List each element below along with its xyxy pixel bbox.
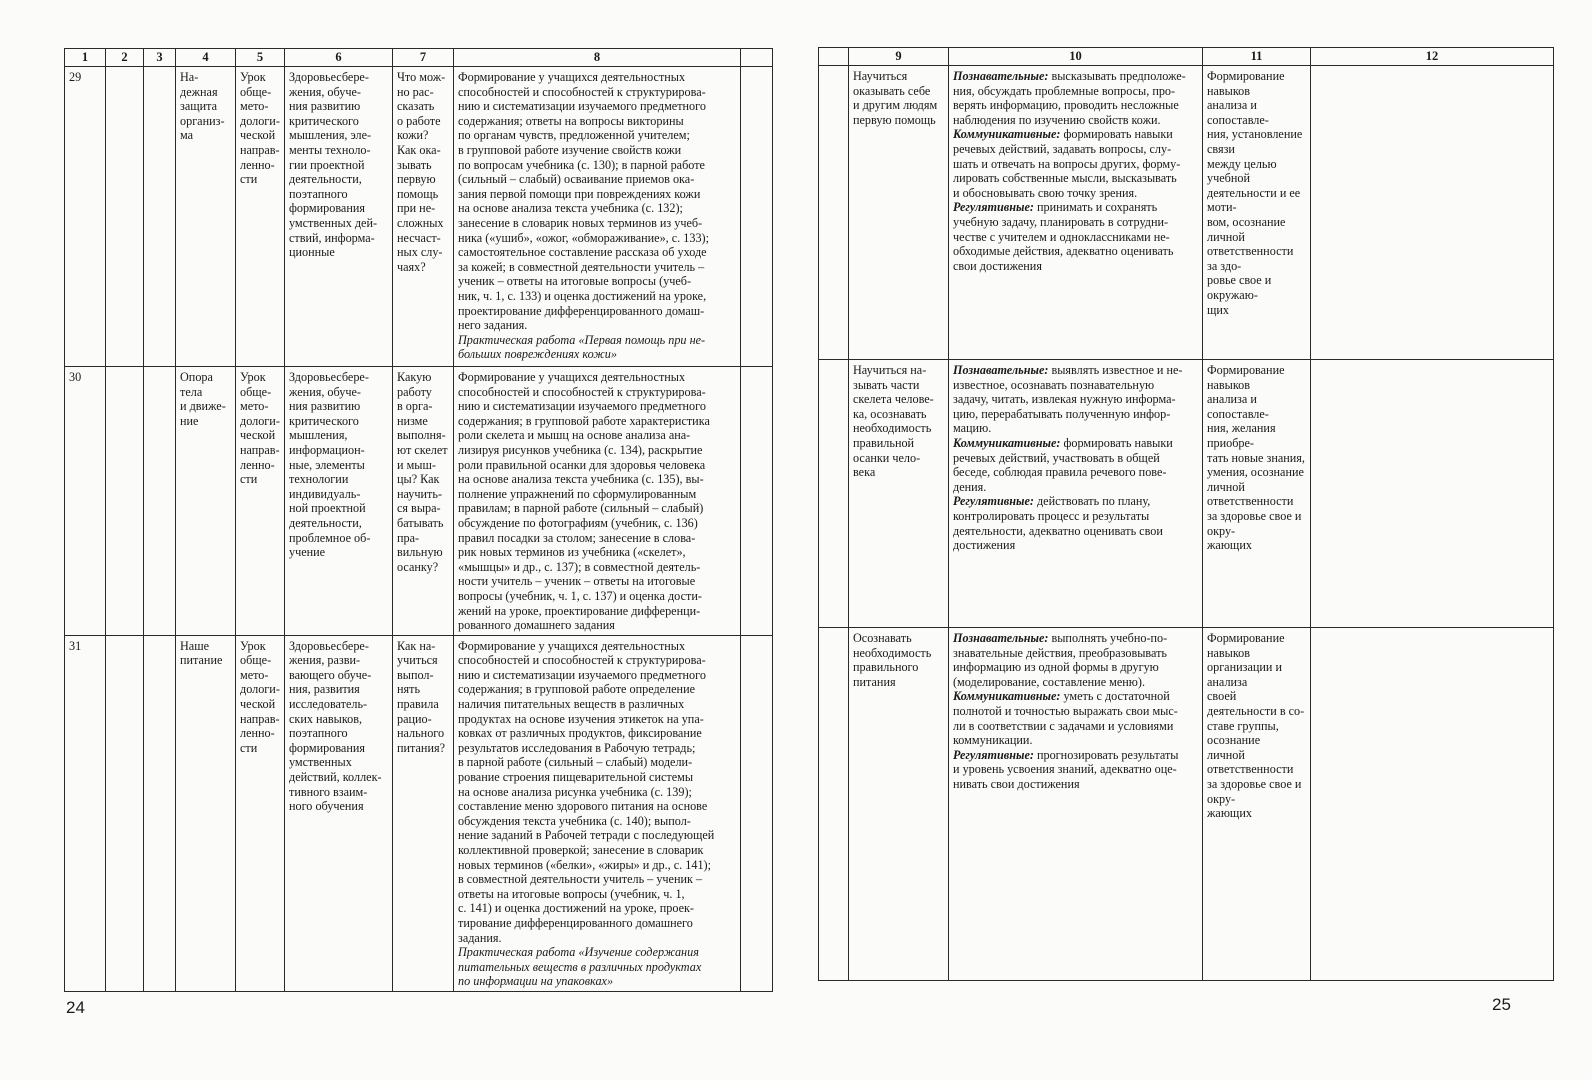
subject-results: Научиться оказывать себе и другим людям первую помощь [849,66,949,360]
technologies: Здоровьесбере- жения, обуче- ния развитию критического мышления, эле- менты техноло- гии проектной деятельности, поэтапного формирования умственных дей- ствий, информа- ционные [285,67,393,367]
header-row [65,49,773,67]
column-header [741,49,773,67]
uud-label: Регулятивные: [953,494,1034,509]
cell-extra [741,635,773,991]
cell-blank [819,360,849,628]
table-row [65,67,773,367]
cell-col3 [144,67,176,367]
lesson-topic: На- дежная защита организ- ма [176,67,236,367]
uud-text: выполнять учебно-по- знавательные действия, преобразовывать информацию из одной формы в другую (моделирование, составление меню). [953,631,1168,689]
problem-questions: Что мож- но рас- сказать о работе кожи? Как ока- зывать первую помощь при не- сложных несчаст- ных слу- чаях? [393,67,454,367]
activities [454,67,741,367]
page-number-right: 25 [1492,995,1511,1014]
table-row [819,628,1554,981]
row-number: 31 [65,635,106,991]
uud-text: принимать и сохранять учебную задачу, планировать в сотрудни- честве с учителем и одноклассниками не- обходимые действия, адекватно оценивать свои достижения [953,200,1174,273]
problem-questions: Как на- учиться выпол- нять правила рацио- нального питания? [393,635,454,991]
technologies: Здоровьесбере- жения, обуче- ния развитию критического мышления, информацион- ные, элементы технологии индивидуаль- ной проектной деятельности, проблемное об- учение [285,367,393,636]
column-header: 2 [106,49,144,67]
uud-label: Познавательные: [953,69,1049,83]
row-number: 29 [65,67,106,367]
cell-col12 [1311,66,1554,360]
uud-text: выявлять известное и не- известное, осознавать познавательную задачу, читать, извлекая нужную информа- цию, перерабатывать полученную инфор- мацию. [953,363,1183,436]
lesson-topic: Опора тела и движе- ние [176,367,236,636]
subject-results: Научиться на- зывать части скелета челове- ка, осознавать необходимость правильной осанки чело- века [849,360,949,628]
page-number-left: 24 [66,998,85,1017]
uud-text: прогнозировать результаты и уровень усвоения знаний, адекватно оце- нивать свои достижения [953,747,1179,791]
uud-text: формировать навыки речевых действий, задавать вопросы, слу- шать и отвечать на вопросы других, форму- лировать собственные мысли, высказывать и обосновывать свою точку зрения. [953,127,1181,200]
right-page-table [818,47,1554,981]
metasubject-results [949,360,1203,628]
practical-work: Практическая работа «Первая помощь при не- больших повреждениях кожи» [458,332,706,362]
column-header: 6 [285,49,393,67]
column-header: 1 [65,49,106,67]
table-row [65,367,773,636]
header-row [819,48,1554,66]
column-header: 8 [454,49,741,67]
cell-col2 [106,67,144,367]
personal-results: Формирование навыков анализа и сопоставле- ния, желания приобре- тать новые знания, умения, осознание личной ответственности за здоровье свое и окру- жающих [1203,360,1311,628]
technologies: Здоровьесбере- жения, разви- вающего обуче- ния, развития исследователь- ских навыков, поэтапного формирования умственных действий, коллек- тивного взаим- ного обучения [285,635,393,991]
cell-col2 [106,635,144,991]
activities-text: Формирование у учащихся деятельностных способностей и способностей к структурирова- нию и систематизации изучаемого предметного содержания; в групповой работе определение наличия питательных веществ в различных продуктах на основе изучения этикеток на упа- ковках от различных продуктов, фиксирование результатов исследования в Рабочую тетрадь; в парной работе (сильный – слабый) модели- рование строения пищеварительной системы на основе анализа рисунка учебника (с. 139); составление меню здорового питания на основе обсуждения текста учебника (с. 140); выпол- нение заданий в Рабочей тетради с последующей коллективной проверкой; занесение в словарик новых терминов («белки», «жиры» и др., с. 141); в совместной деятельности учитель – ученик – ответы на итоговые вопросы (учебник, ч. 1, с. 141) и оценка достижений на уроке, проек- тирование дифференцированного домашнего задания. [458,638,715,945]
activities-text: Формирование у учащихся деятельностных способностей и способностей к структурирова- нию и систематизации изучаемого предметного содержания; ответы на вопросы викторины по органам чувств, предложенной учителем; в групповой работе изучение свойств кожи по вопросам учебника (с. 130); в парной работе (сильный – слабый) осваивание приемов ока- зания первой помощи при повреждениях кожи на основе анализа текста учебника (с. 132); занесение в словарик новых терминов из учеб- ника («ушиб», «ожог, «обмораживание», с. 133); самостоятельное составление рассказа об уходе за кожей; в совместной деятельности учитель – ученик – ответы на итоговые вопросы (учеб- ник, ч. 1, с. 133) и оценка достижений на уроке, проектирование дифференцированного домаш- него задания. [458,70,709,333]
lesson-type: Урок обще- мето- дологи- ческой направ- ленно- сти [236,367,285,636]
row-number: 30 [65,367,106,636]
cell-col2 [106,367,144,636]
subject-results: Осознавать необходимость правильного питания [849,628,949,981]
uud-label: Познавательные: [953,631,1049,645]
activities-text: Формирование у учащихся деятельностных способностей и способностей к структурирова- нию и систематизации изучаемого предметного содержания; в групповой работе характеристика роли скелета и мышц на основе анализа ана- лизируя рисунков учебника (с. 134), раскрытие роли правильной осанки для здоровья человека на основе анализа текста учебника (с. 135), вы- полнение упражнений по сформулированным правилам; в парной работе (сильный – слабый) обсуждение по фотографиям (учебник, с. 136) правил посадки за столом; занесение в слова- рик новых терминов из учебника («скелет», «мышцы» и др., с. 137); в совместной деятель- ности учитель – ученик – ответы на итоговые вопросы (учебник, ч. 1, с. 137) и оценка дости- жений на уроке, проектирование дифференци- рованного домашнего задания [458,370,710,633]
uud-text: высказывать предположе- ния, обсуждать проблемные вопросы, про- верять информацию, проводить несложные наблюдения по изучению свойств кожи. [953,69,1186,127]
lesson-topic: Наше питание [176,635,236,991]
problem-questions: Какую работу в орга- низме выполня- ют скелет и мыш- цы? Как научить- ся выра- батывать пра- вильную осанку? [393,367,454,636]
lesson-type: Урок обще- мето- дологи- ческой направ- ленно- сти [236,635,285,991]
cell-col12 [1311,360,1554,628]
column-header: 7 [393,49,454,67]
column-header: 9 [849,48,949,66]
activities [454,635,741,991]
cell-col3 [144,367,176,636]
cell-blank [819,66,849,360]
uud-label: Регулятивные: [953,747,1034,762]
personal-results: Формирование навыков анализа и сопоставле- ния, установление связи между целью учебной деятельности и ее моти- вом, осознание личной ответственности за здо- ровье свое и окружаю- щих [1203,66,1311,360]
cell-blank [819,628,849,981]
table-row [819,66,1554,360]
column-header: 10 [949,48,1203,66]
cell-extra [741,67,773,367]
column-header: 11 [1203,48,1311,66]
uud-text: формировать навыки речевых действий, участвовать в общей беседе, соблюдая правила речевого пове- дения. [953,435,1173,494]
practical-work: Практическая работа «Изучение содержания питательных веществ в различных продуктах по информации на упаковках» [458,945,702,989]
left-page-table [64,48,773,992]
uud-label: Коммуникативные: [953,127,1061,142]
uud-text: действовать по плану, контролировать процесс и результаты деятельности, адекватно оценивать свои достижения [953,494,1163,553]
cell-col3 [144,635,176,991]
personal-results: Формирование навыков организации и анализа своей деятельности в со- ставе группы, осознание личной ответственности за здоровье свое и окру- жающих [1203,628,1311,981]
uud-label: Познавательные: [953,363,1049,377]
column-header: 4 [176,49,236,67]
table-row [819,360,1554,628]
column-header: 5 [236,49,285,67]
cell-extra [741,367,773,636]
lesson-type: Урок обще- мето- дологи- ческой направ- ленно- сти [236,67,285,367]
column-header: 3 [144,49,176,67]
column-header: 12 [1311,48,1554,66]
cell-col12 [1311,628,1554,981]
metasubject-results [949,66,1203,360]
uud-label: Коммуникативные: [953,689,1061,704]
activities [454,367,741,636]
column-header [819,48,849,66]
uud-label: Коммуникативные: [953,435,1061,450]
table-row [65,635,773,991]
metasubject-results [949,628,1203,981]
uud-text: уметь с достаточной полнотой и точностью выражать свои мыс- ли в соответствии с задачами и условиями коммуникации. [953,689,1178,748]
uud-label: Регулятивные: [953,200,1034,215]
